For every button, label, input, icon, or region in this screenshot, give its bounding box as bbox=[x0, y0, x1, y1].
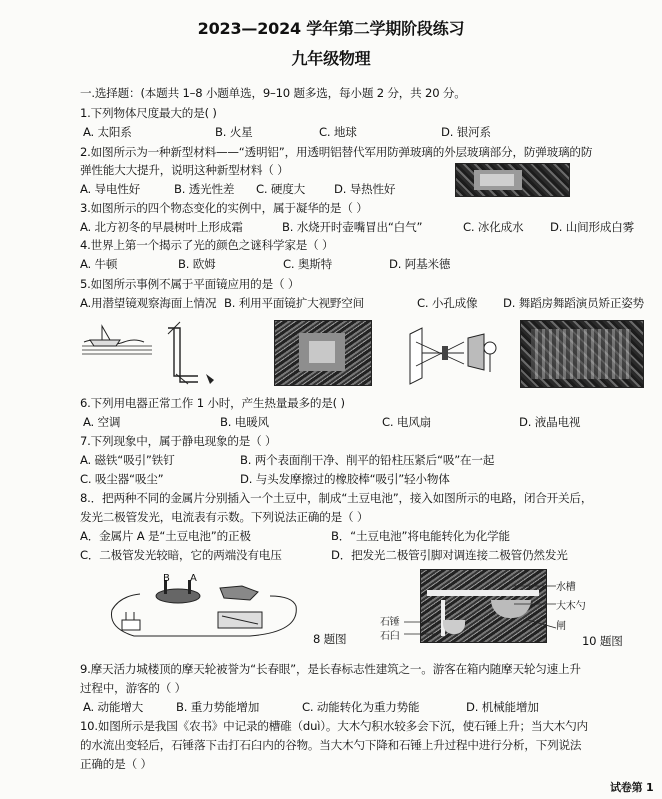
figure-10-label-wooden-ladle: 大木勺 bbox=[556, 601, 586, 612]
mirror-room-photo bbox=[274, 320, 372, 386]
page-title: 2023—2024 学年第二学期阶段练习 bbox=[197, 19, 465, 38]
question-7-stem: 7.下列现象中，属于静电现象的是（ ） bbox=[80, 434, 277, 448]
question-8-stem-line2: 发光二极管发光，电流表有示数。下列说法正确的是（ ） bbox=[80, 510, 369, 524]
q2-option-c: C. 硬度大 bbox=[256, 182, 306, 196]
question-8-stem-line1: 8.．把两种不同的金属片分别插入一个土豆中，制成“土豆电池”，接入如图所示的电路，闭合开关后， bbox=[80, 491, 593, 505]
page-subtitle: 九年级物理 bbox=[291, 49, 371, 68]
q3-option-d: D. 山间形成白雾 bbox=[550, 220, 635, 234]
figure-10-label-water-trough: 水槽 bbox=[556, 582, 576, 593]
q4-option-b: B. 欧姆 bbox=[178, 257, 216, 271]
periscope-figure bbox=[80, 312, 230, 390]
q5-option-c: C. 小孔成像 bbox=[417, 296, 478, 310]
question-1-stem: 1.下列物体尺度最大的是( ) bbox=[80, 106, 217, 120]
q8-option-d: D．把发光二极管引脚对调连接二极管仍然发光 bbox=[331, 548, 568, 562]
q2-option-b: B. 透光性差 bbox=[174, 182, 235, 196]
transparent-aluminum-photo bbox=[455, 163, 570, 197]
question-2-stem-line2: 弹性能大大提升，说明这种新型材料（ ） bbox=[80, 163, 289, 177]
q5-option-b: B. 利用平面镜扩大视野空间 bbox=[224, 296, 365, 310]
page-number: 试卷第 1 bbox=[610, 781, 654, 794]
potato-battery-circuit-figure bbox=[100, 566, 320, 648]
question-10-stem-line2: 的水流出变轻后，石锤落下击打石臼内的谷物。当大木勺下降和石锤上升过程中进行分析，下列说法 bbox=[80, 738, 582, 752]
q9-option-b: B. 重力势能增加 bbox=[176, 700, 260, 714]
q1-option-c: C. 地球 bbox=[319, 125, 357, 139]
question-2-stem-line1: 2.如图所示为一种新型材料——“透明铝”，用透明铝替代军用防弹玻璃的外层玻璃部分，防弹玻璃的防 bbox=[80, 145, 593, 159]
q7-option-d: D. 与头发摩擦过的橡胶棒“吸引”轻小物体 bbox=[240, 472, 450, 486]
q2-option-d: D. 导热性好 bbox=[334, 182, 396, 196]
q4-option-a: A. 牛顿 bbox=[80, 257, 118, 271]
q9-option-d: D. 机械能增加 bbox=[466, 700, 539, 714]
pinhole-camera-figure bbox=[402, 320, 506, 386]
figure-10-label-stone-mortar: 石臼 bbox=[380, 631, 400, 642]
figure-10-label-gate: 闸 bbox=[556, 621, 566, 632]
question-5-stem: 5.如图所示事例不属于平面镜应用的是（ ） bbox=[80, 277, 300, 291]
q1-option-a: A. 太阳系 bbox=[83, 125, 132, 139]
q7-option-c: C. 吸尘器“吸尘” bbox=[80, 472, 164, 486]
q2-option-a: A. 导电性好 bbox=[80, 182, 141, 196]
q8-option-b: B．“土豆电池”将电能转化为化学能 bbox=[331, 529, 510, 543]
question-3-stem: 3.如图所示的四个物态变化的实例中，属于凝华的是（ ） bbox=[80, 201, 368, 215]
figure-10-leader-lines bbox=[396, 580, 560, 640]
q8-option-a: A．金属片 A 是“土豆电池”的正极 bbox=[80, 529, 251, 543]
q6-option-c: C. 电风扇 bbox=[382, 415, 432, 429]
q8-option-c: C．二极管发光较暗，它的两端没有电压 bbox=[80, 548, 282, 562]
q7-option-a: A. 磁铁“吸引”铁钉 bbox=[80, 453, 175, 467]
q4-option-c: C. 奥斯特 bbox=[283, 257, 333, 271]
q1-option-d: D. 银河系 bbox=[441, 125, 491, 139]
figure-8-letter-a: A bbox=[190, 573, 197, 584]
question-6-stem: 6.下列用电器正常工作 1 小时，产生热量最多的是( ) bbox=[80, 396, 345, 410]
q6-option-d: D. 液晶电视 bbox=[519, 415, 581, 429]
question-10-stem-line1: 10.如图所示是我国《农书》中记录的槽碓（duì）。大木勺积水较多会下沉，使石锤上升；当大木勺内 bbox=[80, 719, 588, 733]
section-heading: 一.选择题：(本题共 1–8 小题单选，9–10 题多选，每小题 2 分，共 20 分。 bbox=[80, 86, 466, 100]
question-10-stem-line3: 正确的是（ ） bbox=[80, 757, 152, 771]
figure-10-label-stone-hammer: 石锤 bbox=[380, 617, 400, 628]
q3-option-a: A. 北方初冬的早晨树叶上形成霜 bbox=[80, 220, 243, 234]
q3-option-c: C. 冰化成水 bbox=[463, 220, 524, 234]
question-9-stem-line2: 过程中，游客的（ ） bbox=[80, 681, 187, 695]
figure-10-caption: 10 题图 bbox=[582, 634, 623, 648]
q7-option-b: B. 两个表面削干净、削平的铅柱压紧后“吸”在一起 bbox=[240, 453, 495, 467]
q9-option-c: C. 动能转化为重力势能 bbox=[302, 700, 420, 714]
q6-option-a: A. 空调 bbox=[83, 415, 121, 429]
q4-option-d: D. 阿基米德 bbox=[389, 257, 451, 271]
q5-option-a: A.用潜望镜观察海面上情况 bbox=[80, 296, 217, 310]
question-9-stem-line1: 9.摩天活力城楼顶的摩天轮被誉为“长春眼”，是长春标志性建筑之一。游客在箱内随摩天轮匀速上升 bbox=[80, 662, 581, 676]
q3-option-b: B. 水烧开时壶嘴冒出“白气” bbox=[282, 220, 423, 234]
q9-option-a: A. 动能增大 bbox=[83, 700, 144, 714]
figure-8-caption: 8 题图 bbox=[313, 632, 347, 646]
q5-option-d: D. 舞蹈房舞蹈演员矫正姿势 bbox=[503, 296, 645, 310]
q1-option-b: B. 火星 bbox=[215, 125, 253, 139]
dance-studio-photo bbox=[520, 320, 644, 388]
figure-8-letter-b: B bbox=[163, 573, 170, 584]
q6-option-b: B. 电暖风 bbox=[220, 415, 269, 429]
question-4-stem: 4.世界上第一个揭示了光的颜色之谜科学家是（ ） bbox=[80, 238, 334, 252]
